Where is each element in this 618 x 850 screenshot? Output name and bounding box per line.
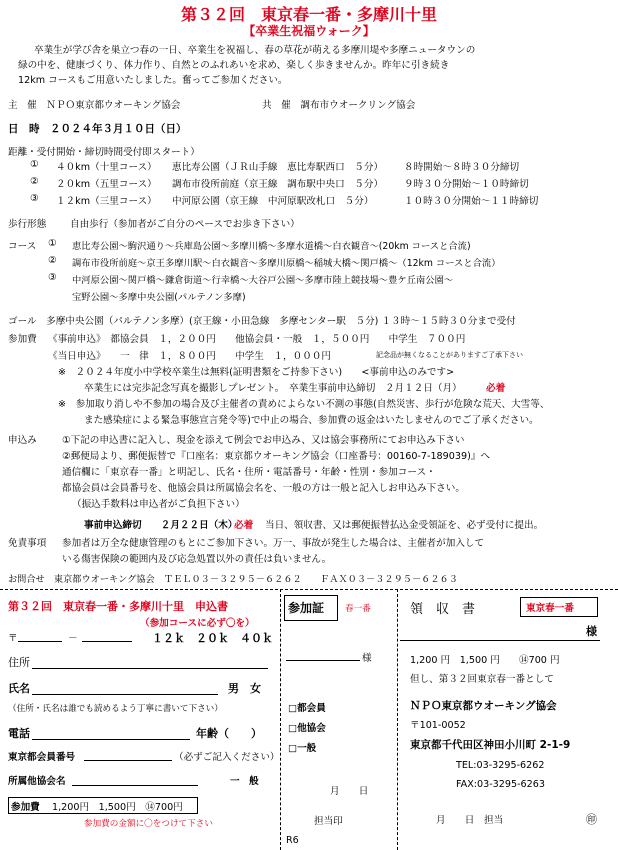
route-num: ③	[48, 272, 57, 283]
course-place: 恵比寿公園（ＪＲ山手線 恵比寿駅西口 ５分）	[172, 162, 384, 173]
ticket-option[interactable]: □一般	[288, 743, 317, 754]
contact: お問合せ 東京都ウオーキング協会 ＴＥＬ０３－３２９５－６２６２ ＦＡＸ０３－３２９５－６２６３	[8, 574, 458, 585]
member-no-label: 東京都会員番号	[8, 752, 76, 763]
form-subtitle: （参加コースに必ず〇を）	[140, 618, 255, 629]
ticket-code: R6	[286, 835, 299, 846]
fee-same-day-note: 記念品が無くなることがありますご了承下さい	[376, 351, 523, 359]
general-option[interactable]: 一 般	[230, 776, 259, 787]
receipt-seal: ㊞	[586, 813, 597, 826]
receipt-zip: 〒101-0052	[410, 720, 466, 731]
graduate-deadline-badge: 必着	[486, 383, 506, 394]
course-num: ①	[30, 159, 39, 170]
ticket-sama: 様	[362, 653, 372, 664]
gender-select[interactable]: 男 女	[228, 682, 261, 695]
ticket-option[interactable]: □他協会	[288, 723, 326, 734]
ticket-stamp: 担当印	[314, 816, 343, 827]
course-num: ②	[30, 176, 39, 187]
phone-field[interactable]	[32, 739, 190, 740]
form-title: 第３２回 東京春一番・多摩川十里 申込書	[8, 600, 228, 613]
name-field[interactable]	[32, 694, 218, 695]
receipt-tel: TEL:03-3295-6262	[456, 760, 545, 771]
walk-form: 自由歩行（参加者がご自分のペースでお歩き下さい）	[70, 219, 300, 230]
cancel-note-1: ※ 参加取り消しや不参加の場合及び主催者の責めによらない不測の事態(自然災害、歩行が危険な荒天、大雪等、	[58, 399, 550, 410]
zip-dash: －	[68, 633, 78, 644]
course-time: ９時３０分開始～１０時締切	[404, 179, 529, 190]
form-fee-label: 参加費	[11, 802, 40, 813]
other-assoc-field[interactable]	[72, 785, 198, 786]
graduate-note: ※ ２０２４年度小中学校卒業生は無料(証明書類をご持参下さい) <事前申込のみです>	[58, 367, 455, 378]
course-place: 調布市役所前庭（京王線 調布駅中央口 ５分）	[172, 179, 384, 190]
route-num: ②	[48, 255, 57, 266]
walk-form-label: 歩行形態	[8, 219, 47, 230]
course-label: コース	[8, 241, 37, 252]
course-time: １０時３０分開始～１１時締切	[404, 196, 539, 207]
apply-label: 申込み	[8, 435, 37, 446]
receipt-amounts: 1,200 円 1,500 円 ⑭700 円	[410, 655, 560, 666]
intro-line-3: 12km コースもご用意いたしました。奮ってご参加ください。	[18, 75, 288, 86]
deadline-badge: 必着	[234, 520, 254, 531]
route-text: 恵比寿公園～駒沢通り～兵庫島公園～多摩川橋～多摩水道橋～白衣観音～(20km コースと合流)	[72, 241, 471, 252]
age-field[interactable]: 年齢（ ）	[196, 727, 262, 740]
distance-heading: 距離・受付開始・締切時間受付即スタート）	[8, 147, 200, 158]
page-title: 第３２回 東京春一番・多摩川十里	[180, 5, 437, 24]
cosponsor: 共 催 調布市ウオークリング協会	[262, 100, 416, 111]
other-assoc-label: 所属他協会名	[8, 776, 66, 787]
form-fee-values[interactable]: 1,200円 1,500円 ⑭700円	[52, 802, 183, 813]
ticket-option[interactable]: □都会員	[288, 703, 326, 714]
event-date: 日 時 ２０２４年３月１０日（日）	[8, 123, 187, 135]
route-num: ①	[48, 238, 57, 249]
cut-line	[397, 589, 398, 850]
zip-field-2[interactable]	[82, 641, 132, 642]
deadline: 事前申込締切 ２月２２日（木）	[84, 520, 238, 531]
apply-step-1: ①下記の申込書に記入し、現金を添えて例会でお申込み、又は協会事務所にてお申込み下さい	[62, 435, 465, 446]
course-select[interactable]: １２ｋ ２０ｋ ４０ｋ	[152, 632, 273, 645]
page-subtitle: 【卒業生祝福ウォーク】	[243, 24, 375, 38]
route-text: 調布市役所前庭～京王多摩川駅～白衣観音～多摩川原橋～稲城大橋～関戸橋～（12km コースと合流）	[72, 258, 501, 269]
form-fee-note: 参加費の金額に〇をつけて下さい	[84, 819, 213, 829]
cut-line	[0, 589, 618, 590]
zip-mark: 〒	[8, 633, 18, 644]
apply-fee-note: （振込手数料は申込者がご負担下さい）	[72, 499, 245, 510]
receipt-tag: 東京春一番	[526, 603, 574, 614]
course-time: ８時開始～８時３０分締切	[404, 162, 520, 173]
name-note: （住所・氏名は誰でも読めるよう丁寧に書いて下さい）	[8, 704, 223, 714]
receipt-name-line	[400, 640, 600, 641]
course-name: １２km（三里コース）	[56, 196, 157, 207]
cut-line	[280, 589, 281, 850]
receipt-footer: 月 日 担当	[436, 815, 504, 826]
course-num: ③	[30, 193, 39, 204]
disclaimer-2: いる傷害保険の範囲内及び応急処置以外の責任は負いません。	[62, 554, 332, 565]
fee-advance: 《事前申込》 都協会員 １，２００円 他協会員・一般 １，５００円 中学生 ７００円	[48, 334, 466, 345]
ticket-tag: 春一番	[345, 604, 371, 614]
disclaimer-label: 免責事項	[8, 538, 47, 549]
course-name: ４０km（十里コース）	[56, 162, 157, 173]
course-name: ２０km（五里コース）	[56, 179, 157, 190]
intro-line-1: 卒業生が学び舎を巣立つ春の一日、卒業生を祝福し、春の草花が萌える多摩川堤や多摩ニュータウンの	[34, 45, 476, 56]
address-field[interactable]	[32, 668, 268, 669]
fee-label: 参加費	[8, 334, 37, 345]
receipt-address: 東京都千代田区神田小川町 2-1-9	[410, 739, 571, 751]
address-label: 住所	[8, 656, 30, 669]
intro-line-2: 緑の中を、健康づくり、体力作り、自然とのふれあいを求め、楽しく歩きませんか。昨年に引き続き	[18, 60, 450, 71]
ticket-title: 参加証	[288, 601, 325, 615]
organizer: 主 催 ＮＰＯ東京都ウオーキング協会	[8, 100, 181, 111]
receipt-title: 領 収 書	[410, 602, 476, 617]
cancel-note-2: また感染症による緊急事態宣言発令等)で中止の場合、参加費の返金はいたしませんのでご了承ください。	[84, 415, 539, 426]
member-no-field[interactable]	[84, 760, 172, 761]
apply-step-2-cont: 通信欄に「東京春一番」と明記し、氏名・住所・電話番号・年齢・性別・参加コース・	[62, 467, 436, 478]
disclaimer-1: 参加者は万全な健康管理のもとにご参加下さい。万一、事故が発生した場合は、主催者が加入して	[62, 538, 485, 549]
apply-step-2-cont: 都協会員は会員番号を、他協会員は所属協会名を、一般の方は一般と記入しお申込み下さい。	[62, 483, 465, 494]
receipt-org: ＮＰＯ東京都ウオーキング協会	[410, 700, 557, 712]
goal: ゴール 多摩中央公園（パルテノン多摩）(京王線・小田急線 多摩センター駅 ５分) １３時～１５時３０分まで受付	[8, 316, 516, 327]
route-text: 中河原公園～関戸橋～鎌倉街道～行幸橋～大谷戸公園～多摩市陸上競技場～豊ケ丘南公園～	[72, 275, 454, 286]
deadline-note: 当日、領収書、又は郵便振替払込金受領証を、必ず受付に提出。	[265, 520, 544, 531]
zip-field-1[interactable]	[18, 641, 62, 642]
course-place: 中河原公園（京王線 中河原駅改札口 ５分）	[172, 196, 374, 207]
graduate-photo-note: 卒業生には完歩記念写真を撮影しプレゼント。 卒業生事前申込締切 ２月１２日（月）	[84, 383, 462, 394]
receipt-sama: 様	[586, 625, 597, 638]
apply-step-2: ②郵便局より、郵便振替で『口座名：東京都ウオーキング協会（口座番号：00160-7-189039)』へ	[62, 451, 491, 462]
receipt-fax: FAX:03-3295-6263	[456, 779, 545, 790]
member-no-note: （必ずご記入ください）	[174, 752, 280, 763]
name-label: 氏名	[8, 682, 30, 695]
phone-label: 電話	[8, 727, 30, 740]
fee-same-day: 《当日申込》 一 律 １，８００円 中学生 １，０００円	[48, 351, 332, 362]
receipt-note: 但し、第３２回東京春一番として	[410, 674, 554, 685]
ticket-date: 月 日	[330, 786, 369, 797]
route-3-continued: 宝野公園～多摩中央公園(パルテノン多摩)	[72, 292, 246, 303]
ticket-name-field[interactable]	[286, 660, 360, 661]
